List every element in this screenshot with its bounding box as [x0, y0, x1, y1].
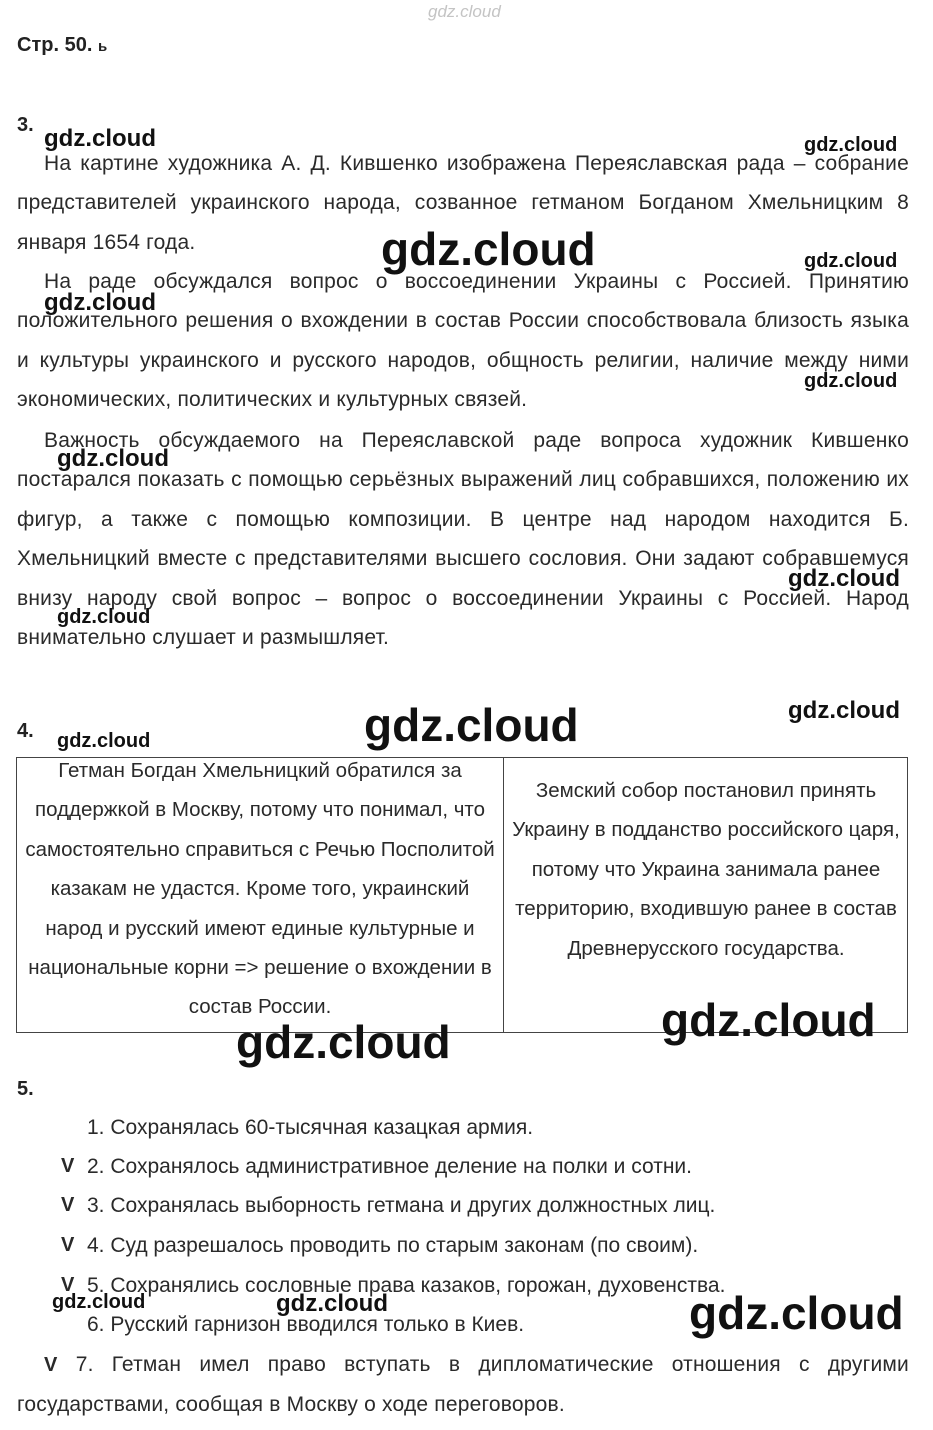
task5-item-text: 2. Сохранялось административное деление на полки и сотни.	[87, 1155, 692, 1178]
task5-item-text: 5. Сохранялись сословные права казаков, горожан, духовенства.	[87, 1274, 726, 1297]
task5-item-text: 6. Русский гарнизон вводился только в Киев.	[87, 1313, 525, 1336]
page-mark: ь	[97, 38, 108, 55]
task5-item-text: 7. Гетман имел право вступать в дипломатические отношения с другими государствами, сообщая в Москву о ходе переговоров.	[17, 1353, 909, 1417]
watermark-logo: gdz.cloud	[804, 370, 898, 392]
watermark-logo: gdz.cloud	[364, 699, 579, 751]
task5-item-text: 1. Сохранялась 60-тысячная казацкая армия.	[87, 1116, 534, 1139]
watermark-logo: gdz.cloud	[236, 1016, 451, 1068]
task4-number: 4.	[17, 720, 34, 742]
task5-item-text: 4. Суд разрешалось проводить по старым законам (по своим).	[87, 1234, 699, 1257]
check-mark: V	[61, 1155, 75, 1177]
watermark-logo: gdz.cloud	[44, 289, 156, 316]
watermark-logo: gdz.cloud	[788, 565, 900, 592]
watermark-logo: gdz.cloud	[52, 1291, 146, 1313]
watermark-logo: gdz.cloud	[661, 994, 876, 1046]
page-label-text: Стр. 50.	[17, 34, 93, 56]
check-mark: V	[61, 1274, 75, 1296]
check-mark: V	[44, 1354, 58, 1376]
watermark-logo: gdz.cloud	[57, 730, 151, 752]
task4-left-cell: Гетман Богдан Хмельницкий обратился за поддержкой в Москву, потому что понимал, что самостоятельно справиться с Речью Посполитой казакам не удастся. Кроме того, украинский народ и русский имеют единые культурные и национальные корни => решение о вхождении в состав России.	[25, 759, 495, 1019]
task3-paragraph-1: На картине художника А. Д. Кившенко изображена Переяславская рада – собрание представителей украинского народа, созванное гетманом Богданом Хмельницким 8 января 1654 года.	[17, 152, 909, 254]
page-label	[17, 34, 107, 57]
watermark-logo: gdz.cloud	[276, 1290, 388, 1317]
task5-number: 5.	[17, 1078, 34, 1100]
top-watermark: gdz.cloud	[428, 2, 501, 21]
check-mark: V	[61, 1234, 75, 1256]
table-divider	[503, 758, 504, 1032]
watermark-logo: gdz.cloud	[804, 250, 898, 272]
watermark-logo: gdz.cloud	[381, 223, 596, 275]
check-mark: V	[61, 1194, 75, 1216]
watermark-logo: gdz.cloud	[788, 697, 900, 724]
watermark-logo: gdz.cloud	[57, 606, 151, 628]
task4-right-cell: Земский собор постановил принять Украину в подданство российского царя, потому что Украина занимала ранее территорию, входившую ранее в состав Древнерусского государства.	[512, 779, 900, 960]
task5-item-text: 3. Сохранялась выборность гетмана и других должностных лиц.	[87, 1194, 716, 1217]
watermark-logo: gdz.cloud	[57, 445, 169, 472]
watermark-logo: gdz.cloud	[804, 134, 898, 156]
watermark-logo: gdz.cloud	[44, 125, 156, 152]
task5-item-7	[17, 1345, 909, 1425]
watermark-logo: gdz.cloud	[689, 1287, 904, 1339]
task3-number: 3.	[17, 114, 34, 136]
task3-paragraph-2: На раде обсуждался вопрос о воссоединении Украины с Россией. Принятию положительного решения о вхождении в состав России способствовала близость языка и культуры украинского и русского народов, общность религии, наличие между ними экономических, политических и культурных связей.	[17, 270, 909, 412]
task3-paragraph-3: Важность обсуждаемого на Переяславской раде вопроса художник Кившенко постарался показать с помощью серьёзных выражений лиц собравшихся, положению их фигур, а также с помощью композиции. В центре над народом находится Б. Хмельницкий вместе с представителями высшего сословия. Они задают собравшемуся внизу народу свой вопрос – вопрос о воссоединении Украины с Россией. Народ внимательно слушает и размышляет.	[17, 429, 909, 650]
